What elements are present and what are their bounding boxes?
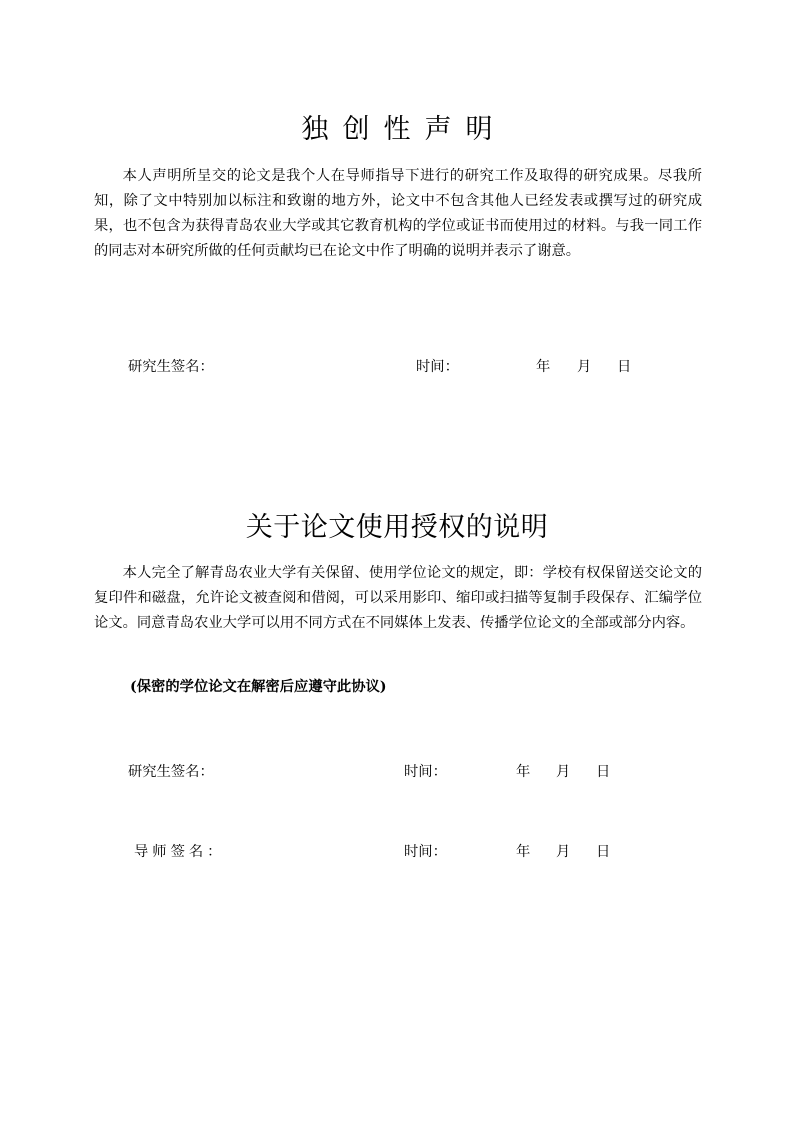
year-label: 年 — [536, 359, 551, 375]
month-label: 月 — [556, 844, 571, 860]
confidentiality-note: (保密的学位论文在解密后应遵守此协议) — [130, 679, 387, 695]
day-label: 日 — [596, 844, 611, 860]
day-label: 日 — [596, 764, 611, 780]
time-label: 时间： — [404, 764, 447, 780]
month-label: 月 — [577, 359, 592, 375]
authorization-body: 本人完全了解青岛农业大学有关保留、使用学位论文的规定，即：学校有权保留送交论文的复印件和磁盘，允许论文被查阅和借阅，可以采用影印、缩印或扫描等复制手段保存、汇编学位论文。同意青岛农业大学可以用不同方式在不同媒体上发表、传播学位论文的全部或部分内容。 — [94, 565, 702, 631]
month-label: 月 — [556, 764, 571, 780]
time-label: 时间： — [416, 359, 459, 375]
supervisor-signature-label: 导师签名： — [134, 844, 226, 860]
declaration-title: 独创性声明 — [301, 114, 507, 145]
declaration-body: 本人声明所呈交的论文是我个人在导师指导下进行的研究工作及取得的研究成果。尽我所知，除了文中特别加以标注和致谢的地方外，论文中不包含其他人已经发表或撰写过的研究成果，也不包含为获得青岛农业大学或其它教育机构的学位或证书而使用过的材料。与我一同工作的同志对本研究所做的任何贡献均已在论文中作了明确的说明并表示了谢意。 — [94, 168, 702, 259]
day-label: 日 — [617, 359, 632, 375]
year-label: 年 — [516, 764, 531, 780]
student-signature-label: 研究生签名： — [128, 359, 214, 375]
time-label: 时间： — [404, 844, 447, 860]
student-signature-label: 研究生签名： — [128, 764, 214, 780]
year-label: 年 — [516, 844, 531, 860]
authorization-title: 关于论文使用授权的说明 — [245, 512, 549, 543]
